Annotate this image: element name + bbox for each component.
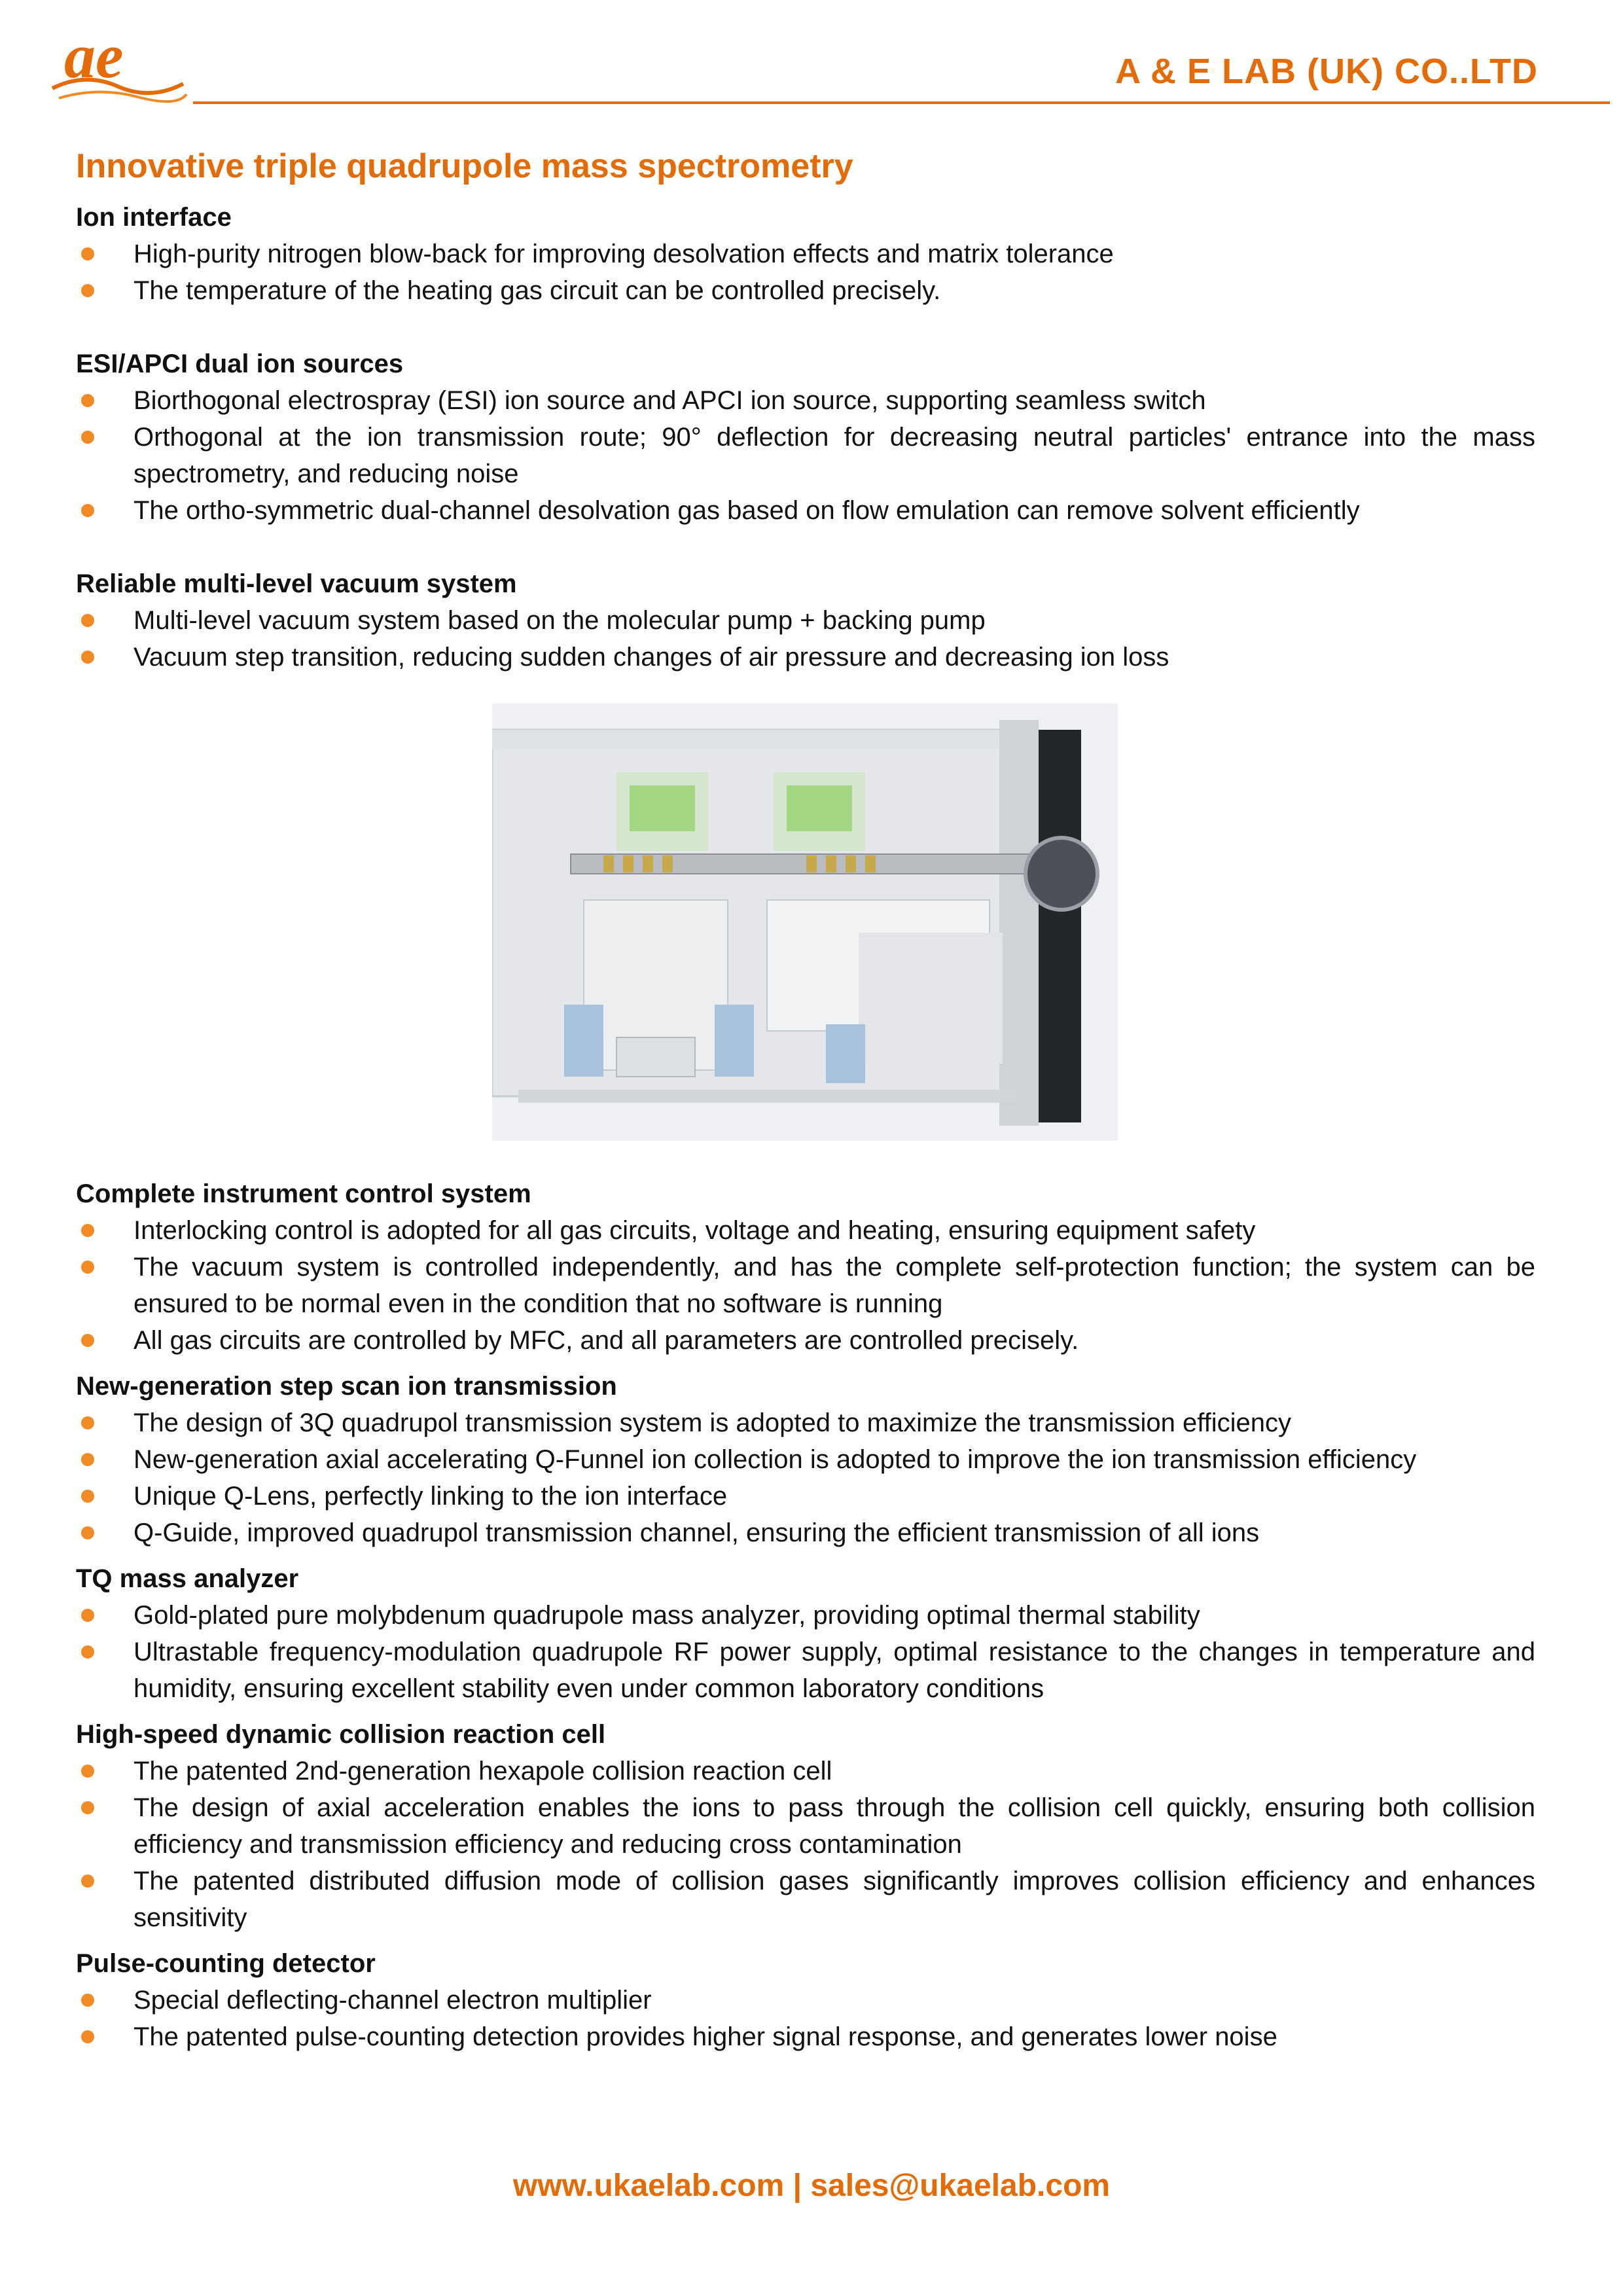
company-name: A & E LAB (UK) CO..LTD: [1115, 52, 1538, 91]
bullet-item: [76, 1515, 1535, 1551]
section-title: Ion interface: [76, 203, 232, 232]
bullet-dot-icon: [81, 1453, 94, 1466]
section-gap: [76, 309, 1535, 346]
bullet-item: [76, 639, 1535, 675]
bullet-text: The patented 2nd-generation hexapole collision reaction cell: [134, 1757, 832, 1785]
section-gap: [76, 529, 1535, 565]
bullet-item: [76, 1753, 1535, 1789]
bullet-text: The design of axial acceleration enables the ions to pass through the collision cell quickly, ensuring both collision efficiency and transmission efficiency and reducing cross contamination: [134, 1793, 1535, 1859]
bullet-dot-icon: [81, 504, 94, 517]
bullet-text: Gold-plated pure molybdenum quadrupole mass analyzer, providing optimal thermal stability: [134, 1601, 1200, 1630]
section-title: TQ mass analyzer: [76, 1564, 299, 1593]
bullet-list: [76, 1597, 1535, 1707]
bullet-dot-icon: [81, 1526, 94, 1539]
bullet-list: [76, 1405, 1535, 1551]
bullet-text: The temperature of the heating gas circuit can be controlled precisely.: [134, 276, 941, 305]
bullet-item: [76, 1322, 1535, 1359]
bullet-list: [76, 236, 1535, 309]
bullet-text: Orthogonal at the ion transmission route; 90° deflection for decreasing neutral particles' entrance into the mass spectrometry, and reducing noise: [134, 423, 1535, 488]
section-title: Complete instrument control system: [76, 1179, 531, 1208]
bullet-text: New-generation axial accelerating Q-Funnel ion collection is adopted to improve the ion transmission efficiency: [134, 1445, 1417, 1474]
bullet-text: Biorthogonal electrospray (ESI) ion source and APCI ion source, supporting seamless switch: [134, 386, 1206, 415]
bullet-dot-icon: [81, 1874, 94, 1888]
bullet-dot-icon: [81, 1416, 94, 1429]
bullet-item: [76, 1478, 1535, 1515]
feature-section: [76, 1560, 1535, 1707]
bullet-dot-icon: [81, 284, 94, 297]
bullet-dot-icon: [81, 1765, 94, 1778]
top-sections: [76, 199, 1535, 675]
top-content: [76, 145, 1535, 675]
bullet-text: The vacuum system is controlled independently, and has the complete self-protection function; the system can be ensured to be normal even in the condition that no software is running: [134, 1253, 1535, 1318]
bullet-dot-icon: [81, 1994, 94, 2007]
bullet-text: Unique Q-Lens, perfectly linking to the ion interface: [134, 1482, 728, 1511]
bullet-text: Ultrastable frequency-modulation quadrupole RF power supply, optimal resistance to the changes in temperature and humidity, ensuring excellent stability even under common laboratory conditions: [134, 1638, 1535, 1703]
feature-section: [76, 199, 1535, 309]
bullet-item: [76, 1982, 1535, 2018]
section-title: Pulse-counting detector: [76, 1949, 376, 1978]
page-title: Innovative triple quadrupole mass spectrometry: [76, 147, 853, 185]
bottom-sections: [76, 1175, 1535, 2055]
footer-contact: www.ukaelab.com | sales@ukaelab.com: [512, 2168, 1111, 2203]
section-title: Reliable multi-level vacuum system: [76, 569, 517, 598]
bullet-text: Multi-level vacuum system based on the molecular pump + backing pump: [134, 606, 986, 635]
bullet-item: [76, 1789, 1535, 1863]
bullet-text: The design of 3Q quadrupol transmission system is adopted to maximize the transmission efficiency: [134, 1408, 1291, 1437]
bullet-item: [76, 1597, 1535, 1634]
bullet-dot-icon: [81, 247, 94, 260]
bullet-item: [76, 272, 1535, 309]
section-title: ESI/APCI dual ion sources: [76, 350, 404, 378]
bullet-item: [76, 382, 1535, 419]
bullet-text: Special deflecting-channel electron multiplier: [134, 1986, 652, 2015]
feature-section: [76, 1368, 1535, 1551]
bullet-text: The patented distributed diffusion mode of collision gases significantly improves collision efficiency and enhances sensitivity: [134, 1867, 1535, 1932]
section-title: High-speed dynamic collision reaction cell: [76, 1720, 606, 1749]
bullet-dot-icon: [81, 2030, 94, 2043]
svg-text:ae: ae: [64, 26, 124, 91]
bullet-list: [76, 1982, 1535, 2055]
instrument-cutaway-image: [492, 704, 1118, 1141]
bullet-dot-icon: [81, 1334, 94, 1347]
bullet-dot-icon: [81, 431, 94, 444]
bullet-dot-icon: [81, 1224, 94, 1237]
feature-section: [76, 1945, 1535, 2055]
section-gap: [76, 1707, 1535, 1716]
bullet-item: [76, 2018, 1535, 2055]
bullet-text: All gas circuits are controlled by MFC, and all parameters are controlled precisely.: [134, 1326, 1079, 1355]
bullet-list: [76, 1753, 1535, 1936]
bullet-text: Interlocking control is adopted for all gas circuits, voltage and heating, ensuring equipment safety: [134, 1216, 1256, 1245]
bullet-item: [76, 1405, 1535, 1441]
bottom-content: [76, 1175, 1535, 2055]
feature-section: [76, 1716, 1535, 1936]
section-title: New-generation step scan ion transmission: [76, 1372, 617, 1401]
company-logo: [46, 26, 190, 105]
bullet-dot-icon: [81, 1645, 94, 1659]
bullet-item: [76, 492, 1535, 529]
bullet-text: Q-Guide, improved quadrupol transmission channel, ensuring the efficient transmission of all ions: [134, 1518, 1260, 1547]
bullet-dot-icon: [81, 614, 94, 627]
bullet-dot-icon: [81, 1490, 94, 1503]
bullet-item: [76, 1212, 1535, 1249]
bullet-dot-icon: [81, 394, 94, 407]
bullet-item: [76, 1441, 1535, 1478]
bullet-text: The patented pulse-counting detection provides higher signal response, and generates lower noise: [134, 2022, 1277, 2051]
section-gap: [76, 1359, 1535, 1368]
bullet-text: The ortho-symmetric dual-channel desolvation gas based on flow emulation can remove solvent efficiently: [134, 496, 1360, 525]
bullet-item: [76, 419, 1535, 492]
bullet-item: [76, 1863, 1535, 1936]
header-rule: [193, 101, 1610, 104]
bullet-list: [76, 602, 1535, 675]
feature-section: [76, 1175, 1535, 1359]
bullet-item: [76, 236, 1535, 272]
bullet-dot-icon: [81, 1261, 94, 1274]
bullet-item: [76, 1634, 1535, 1707]
section-gap: [76, 1936, 1535, 1945]
bullet-item: [76, 602, 1535, 639]
bullet-item: [76, 1249, 1535, 1322]
feature-section: [76, 346, 1535, 529]
bullet-list: [76, 382, 1535, 529]
bullet-dot-icon: [81, 1801, 94, 1814]
bullet-text: High-purity nitrogen blow-back for improving desolvation effects and matrix tolerance: [134, 240, 1114, 268]
bullet-list: [76, 1212, 1535, 1359]
bullet-text: Vacuum step transition, reducing sudden changes of air pressure and decreasing ion loss: [134, 643, 1169, 672]
bullet-dot-icon: [81, 1609, 94, 1622]
section-gap: [76, 1551, 1535, 1560]
feature-section: [76, 565, 1535, 675]
bullet-dot-icon: [81, 651, 94, 664]
page-header: [0, 0, 1623, 111]
